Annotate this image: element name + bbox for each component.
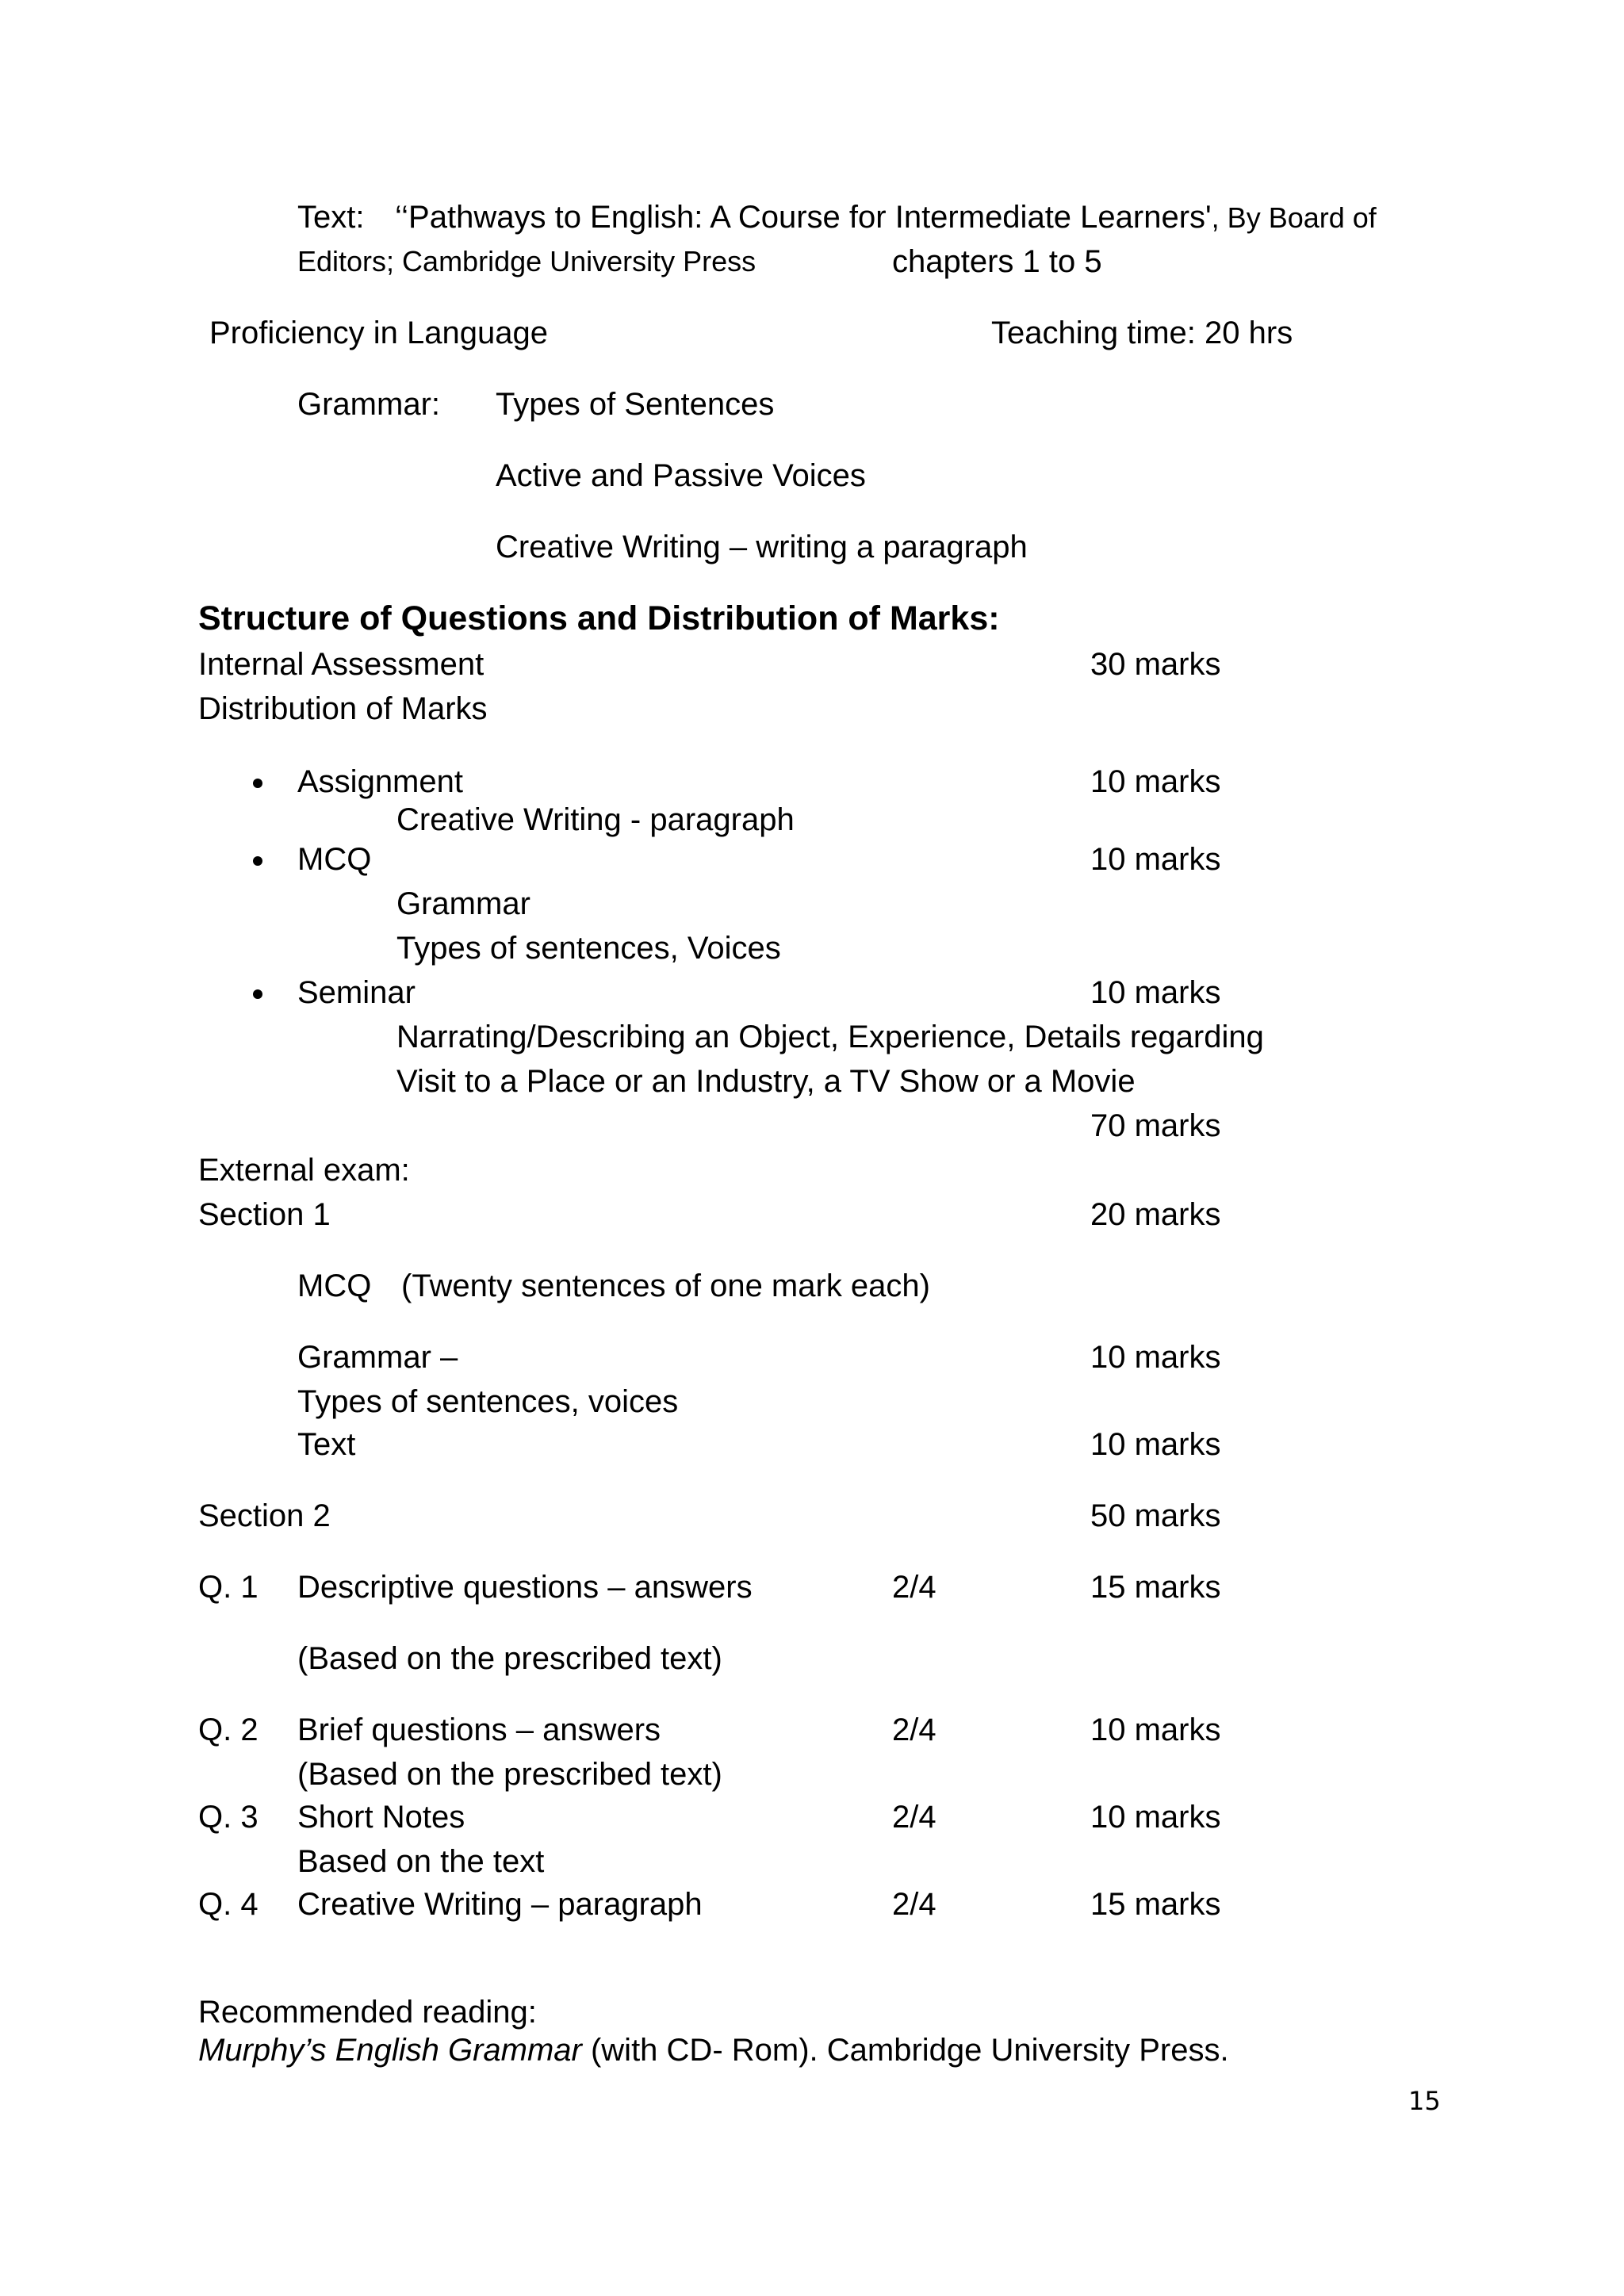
page-number: 15 [1408,2086,1441,2116]
question-note: (Based on the prescribed text) [297,1757,722,1792]
bullet-icon [253,856,262,866]
question-title: Short Notes [297,1800,465,1835]
proficiency-label: Proficiency in Language [209,316,548,350]
reading-book-rest: (with CD- Rom). Cambridge University Press. [581,2033,1229,2068]
question-number: Q. 1 [198,1570,259,1605]
question-choice: 2/4 [892,1712,936,1747]
grammar-topic: Types of Sentences [496,387,775,422]
question-marks: 15 marks [1090,1570,1221,1605]
mcq-marks: 10 marks [1090,842,1221,877]
question-choice: 2/4 [892,1800,936,1835]
teaching-time: Teaching time: 20 hrs [991,316,1293,350]
bullet-icon [253,779,262,788]
question-marks: 10 marks [1090,1712,1221,1747]
section1-mcq-detail: (Twenty sentences of one mark each) [401,1269,930,1303]
external-marks: 70 marks [1090,1108,1221,1143]
section1-marks: 20 marks [1090,1197,1221,1232]
seminar-marks: 10 marks [1090,975,1221,1010]
mcq-label: MCQ [297,842,372,877]
seminar-detail: Narrating/Describing an Object, Experience, Details regarding [396,1020,1264,1054]
text-chapters: chapters 1 to 5 [892,244,1102,279]
grammar-topic: Creative Writing – writing a paragraph [496,530,1028,564]
section1-text: Text [297,1427,356,1462]
internal-marks: 30 marks [1090,647,1221,682]
distribution-label: Distribution of Marks [198,691,488,726]
question-marks: 15 marks [1090,1887,1221,1922]
seminar-detail: Visit to a Place or an Industry, a TV Show or a Movie [396,1064,1136,1099]
question-marks: 10 marks [1090,1800,1221,1835]
section1-text-marks: 10 marks [1090,1427,1221,1462]
section1-grammar: Grammar – [297,1340,458,1375]
bullet-icon [253,989,262,999]
internal-label: Internal Assessment [198,647,485,682]
section1-mcq-label: MCQ [297,1269,372,1303]
seminar-label: Seminar [297,975,416,1010]
assignment-detail: Creative Writing - paragraph [396,802,795,837]
question-number: Q. 3 [198,1800,259,1835]
text-title-main: ‘‘Pathways to English: A Course for Intermediate Learners' [395,200,1212,235]
question-number: Q. 2 [198,1712,259,1747]
question-note: Based on the text [297,1844,545,1879]
question-choice: 2/4 [892,1887,936,1922]
mcq-detail: Types of sentences, Voices [396,931,781,966]
structure-heading: Structure of Questions and Distribution of Marks: [198,599,1000,637]
question-title: Descriptive questions – answers [297,1570,753,1605]
text-by: , By Board of [1211,201,1377,234]
question-title: Brief questions – answers [297,1712,661,1747]
mcq-detail: Grammar [396,886,530,921]
external-label: External exam: [198,1153,410,1188]
section1-label: Section 1 [198,1197,331,1232]
grammar-topic: Active and Passive Voices [496,458,866,493]
section1-grammar-marks: 10 marks [1090,1340,1221,1375]
grammar-label: Grammar: [297,387,440,422]
question-number: Q. 4 [198,1887,259,1922]
assignment-marks: 10 marks [1090,764,1221,799]
section1-grammar-detail: Types of sentences, voices [297,1384,679,1419]
question-title: Creative Writing – paragraph [297,1887,703,1922]
reading-book [198,2031,1229,2069]
text-publisher: Editors; Cambridge University Press [297,245,756,277]
section2-label: Section 2 [198,1498,331,1533]
question-note: (Based on the prescribed text) [297,1641,722,1676]
text-label: Text: [297,200,365,235]
reading-book-title: Murphy’s English Grammar [198,2033,582,2068]
text-title [395,198,1377,237]
reading-label: Recommended reading: [198,1995,537,2030]
section2-marks: 50 marks [1090,1498,1221,1533]
question-choice: 2/4 [892,1570,936,1605]
assignment-label: Assignment [297,764,463,799]
